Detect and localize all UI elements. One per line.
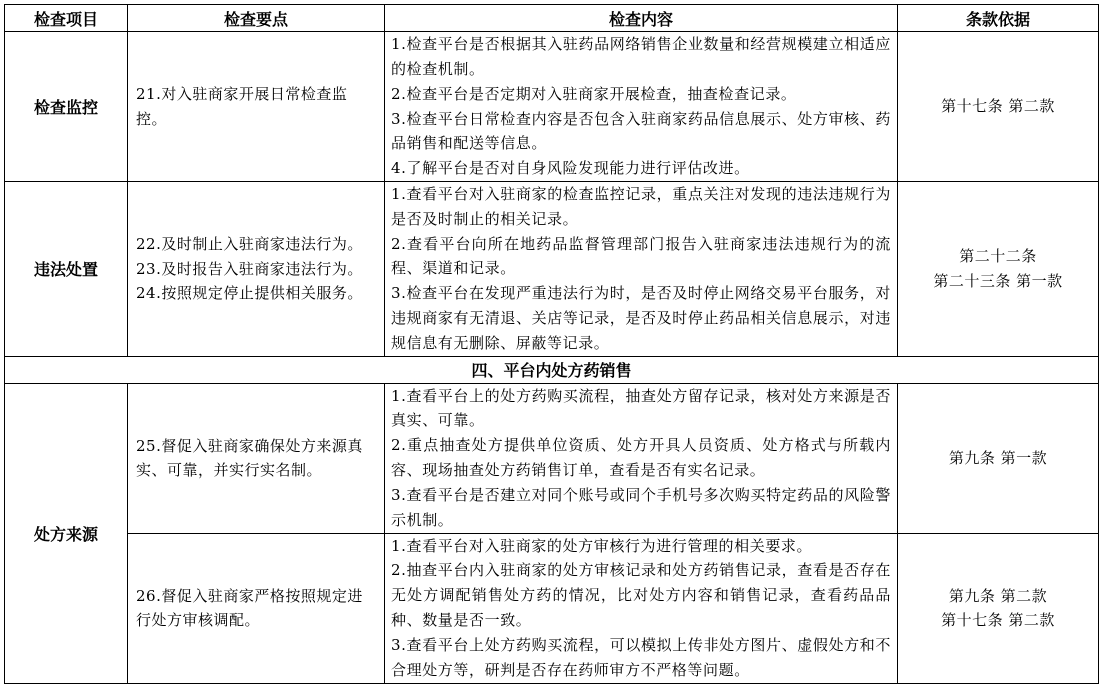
content-text: 1.查看平台对入驻商家的处方审核行为进行管理的相关要求。 [391,536,813,555]
header-basis: 条款依据 [898,5,1099,32]
table-row [5,533,1099,683]
header-content: 检查内容 [385,5,898,32]
content-text: 2.检查平台是否定期对入驻商家开展检查，抽查检查记录。 [391,84,797,103]
content-text: 3.检查平台日常检查内容是否包含入驻商家药品信息展示、处方审核、药品销售和配送等信息。 [391,109,891,153]
points-cell [128,383,385,533]
section-row [5,356,1099,383]
points-cell [128,182,385,357]
content-text: 1.查看平台上的处方药购买流程，抽查处方留存记录，核对处方来源是否真实、可靠。 [391,386,891,430]
basis-text: 第二十二条 [959,247,1037,266]
basis-cell [898,533,1099,683]
basis-cell [898,32,1099,182]
inspection-table [4,4,1099,684]
content-text: 2.查看平台向所在地药品监督管理部门报告入驻商家违法违规行为的流程、渠道和记录。 [391,234,891,278]
points-cell [128,533,385,683]
content-text: 2.重点抽查处方提供单位资质、处方开具人员资质、处方格式与所载内容、现场抽查处方药销售订单，查看是否有实名记录。 [391,436,891,480]
content-text: 3.查看平台是否建立对同个账号或同个手机号多次购买特定药品的风险警示机制。 [391,485,891,529]
header-item: 检查项目 [5,5,128,32]
content-text: 1.查看平台对入驻商家的检查监控记录，重点关注对发现的违法违规行为是否及时制止的相关记录。 [391,185,891,228]
content-text: 2.抽查平台内入驻商家的处方审核记录和处方药销售记录，查看是否存在无处方调配销售处方药的情况，比对处方内容和销售记录，查看药品品种、数量是否一致。 [391,561,891,630]
basis-text: 第九条 第二款 [948,586,1048,605]
point-text: 21.对入驻商家开展日常检查监控。 [136,85,348,128]
basis-text: 第十七条 第二款 [941,97,1055,116]
point-text: 26.督促入驻商家严格按照规定进行处方审核调配。 [136,586,363,630]
table-row [5,383,1099,533]
point-text: 23.及时报告入驻商家违法行为。 [136,259,363,278]
point-text: 24.按照规定停止提供相关服务。 [136,284,363,303]
points-cell [128,32,385,182]
content-cell [385,533,898,683]
point-text: 25.督促入驻商家确保处方来源真实、可靠，并实行实名制。 [136,436,363,480]
content-cell [385,383,898,533]
content-cell [385,32,898,182]
item-cell: 处方来源 [5,383,128,683]
item-cell: 检查监控 [5,32,128,182]
table-row [5,32,1099,182]
section-title: 四、平台内处方药销售 [5,356,1099,383]
table-row [5,182,1099,357]
basis-cell [898,383,1099,533]
basis-text: 第九条 第一款 [948,448,1048,467]
content-text: 4.了解平台是否对自身风险发现能力进行评估改进。 [391,159,750,178]
content-text: 3.检查平台在发现严重违法行为时，是否及时停止网络交易平台服务，对违规商家有无清退、关店等记录，是否及时停止药品相关信息展示，对违规信息有无删除、屏蔽等记录。 [391,284,891,352]
basis-text: 第十七条 第二款 [941,611,1055,630]
basis-text: 第二十三条 第一款 [933,271,1063,290]
content-cell [385,182,898,357]
content-text: 1.检查平台是否根据其入驻药品网络销售企业数量和经营规模建立相适应的检查机制。 [391,35,891,78]
point-text: 22.及时制止入驻商家违法行为。 [136,235,363,254]
header-points: 检查要点 [128,5,385,32]
header-row [5,5,1099,32]
basis-cell [898,182,1099,357]
item-cell: 违法处置 [5,182,128,357]
content-text: 3.查看平台上处方药购买流程，可以模拟上传非处方图片、虚假处方和不合理处方等，研判是否存在药师审方不严格等问题。 [391,635,891,679]
